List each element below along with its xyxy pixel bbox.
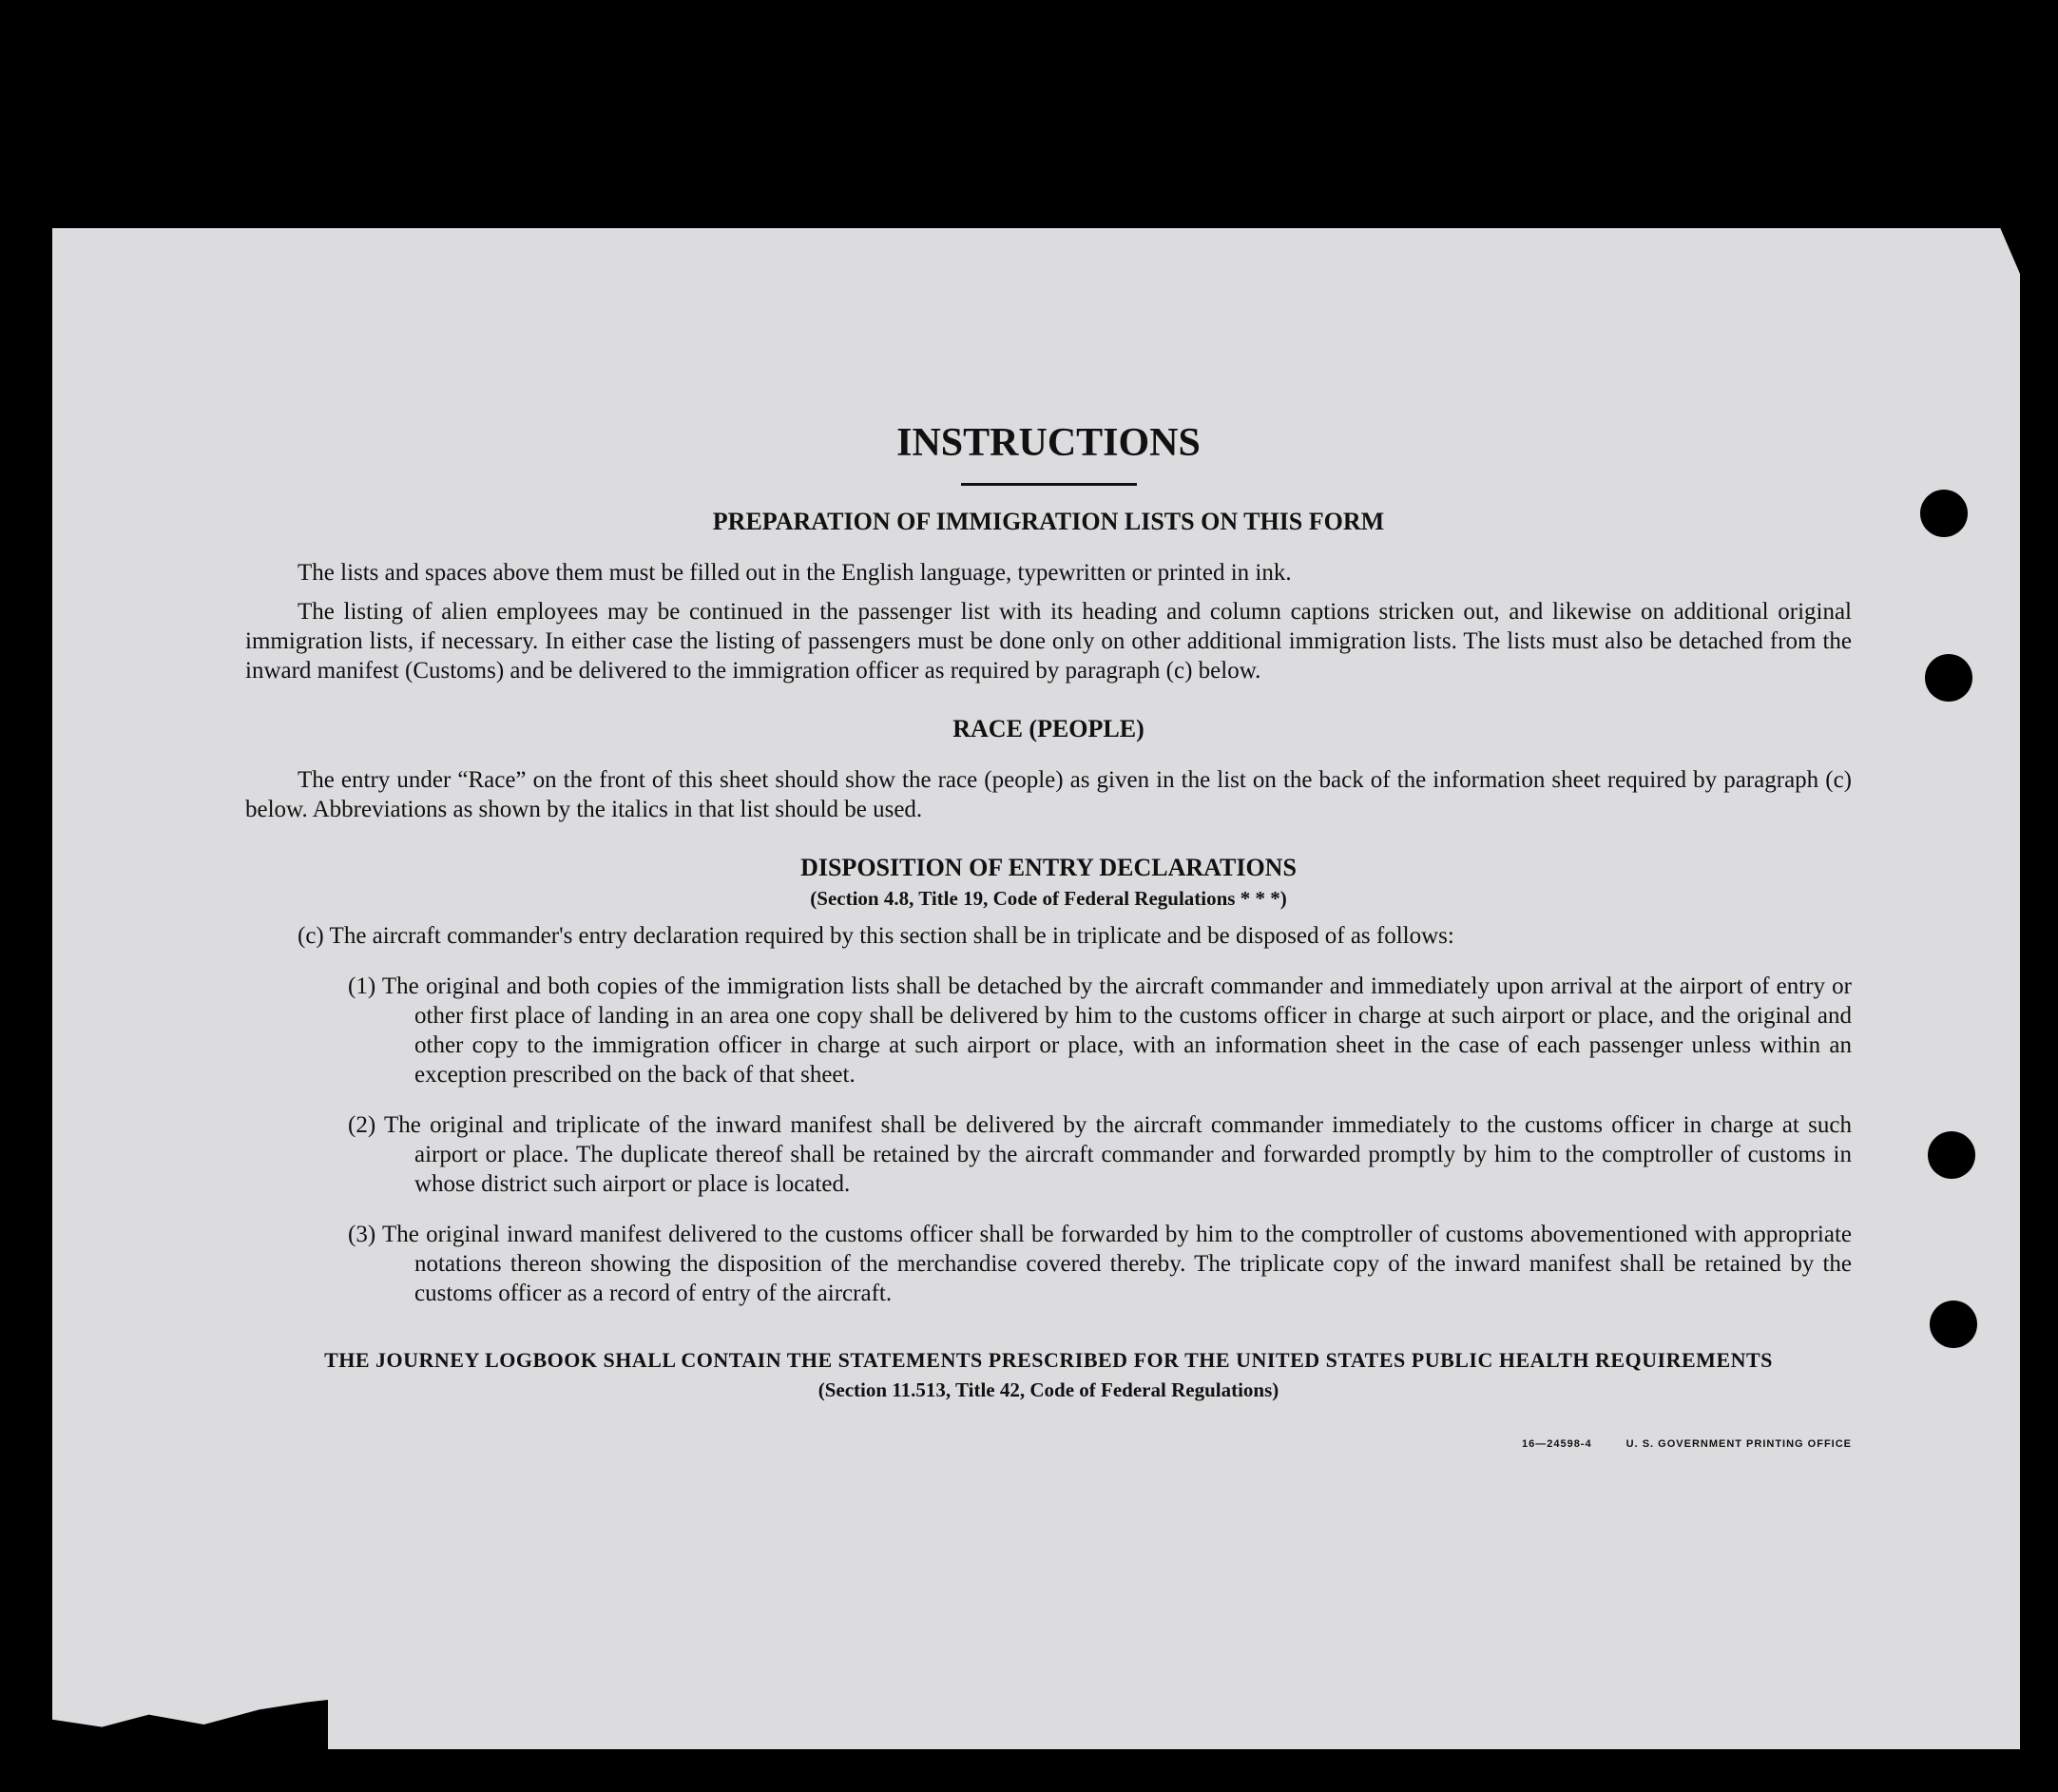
- punch-hole: [1928, 1131, 1975, 1179]
- section-heading-logbook: THE JOURNEY LOGBOOK SHALL CONTAIN THE STATEMENTS PRESCRIBED FOR THE UNITED STATES PUBLIC HEALTH REQUIREMENTS: [324, 1348, 1773, 1372]
- section-heading-race: RACE (PEOPLE): [952, 715, 1144, 742]
- punch-hole: [1925, 654, 1972, 702]
- print-number: 16—24598-4: [1521, 1438, 1592, 1450]
- page-title: INSTRUCTIONS: [896, 421, 1201, 465]
- list-item: (1) The original and both copies of the immigration lists shall be detached by the aircraft commander and immediately upon arrival at the airport of entry or other first place of landing in an area one copy shall be delivered by him to the customs officer in charge at such airport or place, and the original and other copy to the immigration officer in charge at such airport or place, with an information sheet in the case of each passenger unless within an exception prescribed on the back of that sheet.: [348, 973, 1852, 1088]
- punch-hole: [1930, 1301, 1977, 1348]
- title-underline: [961, 483, 1137, 486]
- citation: (Section 4.8, Title 19, Code of Federal Regulations * * *): [810, 887, 1287, 910]
- punch-hole: [1920, 490, 1968, 537]
- section-heading-preparation: PREPARATION OF IMMIGRATION LISTS ON THIS FORM: [712, 508, 1385, 535]
- paragraph: The lists and spaces above them must be filled out in the English language, typewritten or printed in ink.: [298, 560, 1292, 586]
- instructions-body: [245, 418, 1852, 1450]
- list-item: (3) The original inward manifest delivered to the customs officer shall be forwarded by him to the comptroller of customs abovementioned with appropriate notations thereon showing the disposition of the merchandise covered thereby. The triplicate copy of the inward manifest shall be retained by the customs officer as a record of entry of the aircraft.: [348, 1222, 1852, 1306]
- printer-imprint: [1491, 1430, 1852, 1459]
- list-item: (2) The original and triplicate of the inward manifest shall be delivered by the aircraft commander immediately to the customs officer in charge at such airport or place. The duplicate thereof shall be retained by the aircraft commander and forwarded promptly by him to the comptroller of customs in whose district such airport or place is located.: [348, 1112, 1852, 1197]
- printer-name: U. S. GOVERNMENT PRINTING OFFICE: [1625, 1438, 1852, 1450]
- paragraph: The entry under “Race” on the front of this sheet should show the race (people) as given in the list on the back of the information sheet required by paragraph (c) below. Abbreviations as shown by the italics in that list should be used.: [245, 767, 1852, 822]
- section-heading-disposition: DISPOSITION OF ENTRY DECLARATIONS: [800, 854, 1297, 881]
- paragraph: The listing of alien employees may be continued in the passenger list with its heading and column captions stricken out, and likewise on additional original immigration lists, if necessary. In either case the listing of passengers must be done only on other additional immigration lists. The lists must also be detached from the inward manifest (Customs) and be delivered to the immigration officer as required by paragraph (c) below.: [245, 599, 1852, 684]
- citation: (Section 11.513, Title 42, Code of Federal Regulations): [817, 1378, 1279, 1401]
- paragraph: (c) The aircraft commander's entry declaration required by this section shall be in triplicate and be disposed of as follows:: [298, 923, 1454, 949]
